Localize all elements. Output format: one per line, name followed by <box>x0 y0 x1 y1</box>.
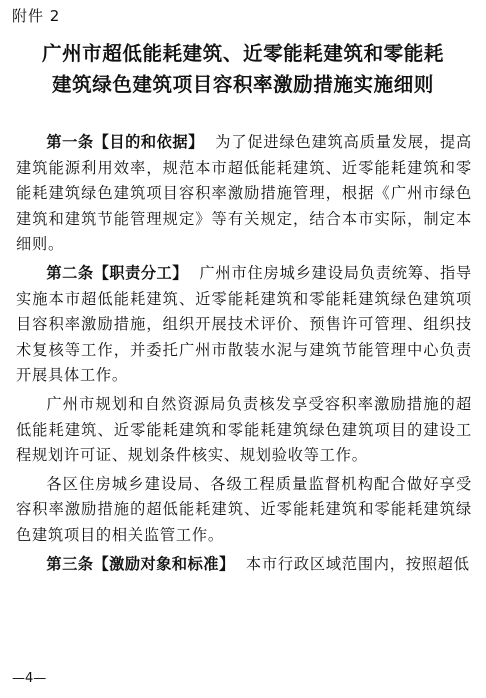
document-title <box>14 38 472 100</box>
attachment-label: 附件 2 <box>12 7 61 25</box>
article-3-label: 第三条【激励对象和标准】 <box>46 554 235 573</box>
article-2-paragraph-districts <box>16 472 472 549</box>
title-line-1: 广州市超低能耗建筑、近零能耗建筑和零能耗 <box>41 42 444 65</box>
document-body <box>16 130 472 580</box>
article-2-districts-text: 各区住房城乡建设局、各级工程质量监督机构配合做好享受容积率激励措施的超低能耗建筑、近零能耗建筑和零能耗建筑绿色建筑项目的相关监管工作。 <box>16 474 472 544</box>
page-number: —4— <box>12 671 47 686</box>
article-1-label: 第一条【目的和依据】 <box>46 133 204 151</box>
article-1-text: 为了促进绿色建筑高质量发展，提高建筑能源利用效率，规范本市超低能耗建筑、近零能耗建筑和零能耗建筑绿色建筑项目容积率激励措施管理，根据《广州市绿色建筑和建筑节能管理规定》等有关规定，结合本市实际，制定本细则。 <box>16 133 473 254</box>
article-2-text: 广州市住房城乡建设局负责统筹、指导实施本市超低能耗建筑、近零能耗建筑和零能耗建筑绿色建筑项目容积率激励措施，组织开展技术评价、预售许可管理、组织技术复核等工作，并委托广州市散装水泥与建筑节能管理中心负责开展具体工作。 <box>16 263 472 385</box>
article-2-label: 第二条【职责分工】 <box>46 263 189 282</box>
article-2-planning-text: 广州市规划和自然资源局负责核发享受容积率激励措施的超低能耗建筑、近零能耗建筑和零能耗建筑绿色建筑项目的建设工程规划许可证、规划条件核实、规划验收等工作。 <box>16 394 472 465</box>
article-2-paragraph-planning <box>16 392 472 469</box>
article-3-text: 本市行政区域范围内，按照超低 <box>245 554 470 573</box>
title-line-2: 建筑绿色建筑项目容积率激励措施实施细则 <box>52 73 434 96</box>
article-2-paragraph <box>16 261 472 389</box>
article-3-paragraph <box>16 552 472 578</box>
article-1-paragraph <box>16 130 472 258</box>
